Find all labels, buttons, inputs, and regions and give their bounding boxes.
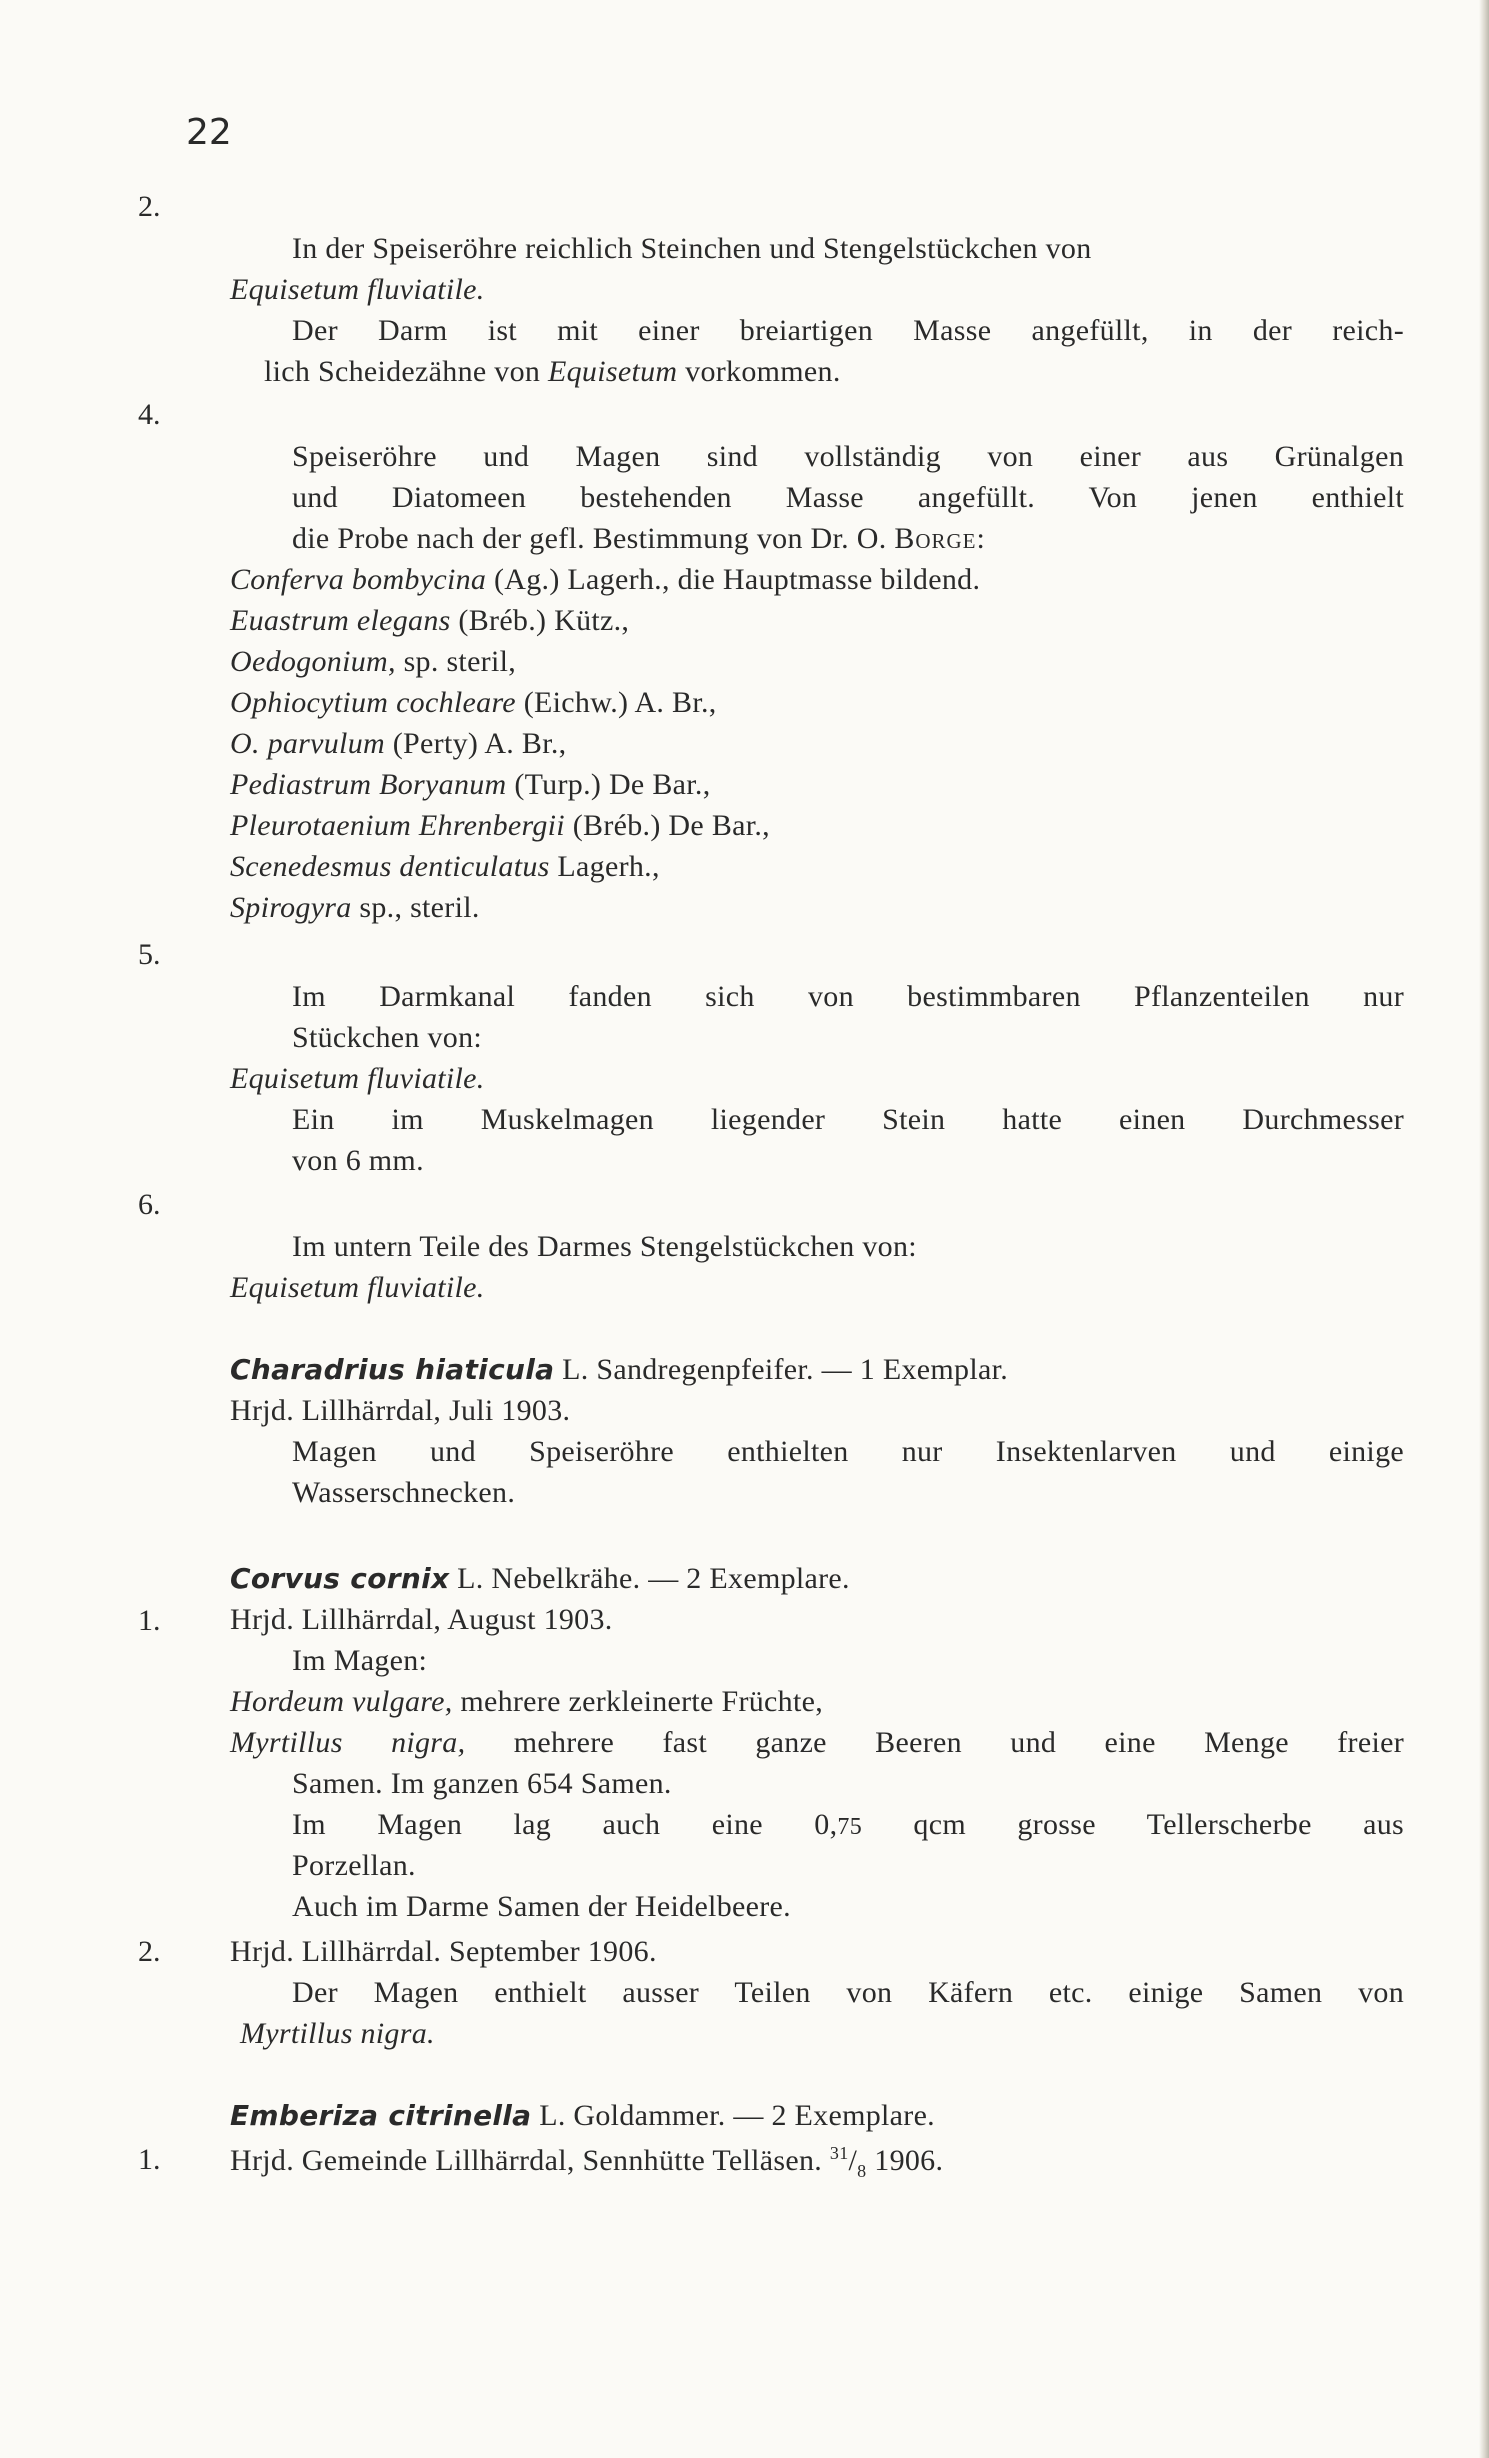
author-name: Borge: bbox=[894, 522, 986, 555]
taxon-line bbox=[230, 604, 629, 638]
text-segment: mehrere zerkleinerte Früchte, bbox=[452, 1685, 824, 1718]
taxon-authority: (Bréb.) Kütz., bbox=[450, 604, 630, 637]
text-line bbox=[230, 2143, 943, 2182]
text-segment: In der Speiseröhre reichlich Steinchen und Stengelstückchen von bbox=[292, 232, 1092, 265]
date-slash: / bbox=[848, 2144, 858, 2177]
text-line: Der Magen enthielt ausser Teilen von Käfern etc. einige Samen von bbox=[292, 1976, 1404, 2009]
taxon-name: O. parvulum bbox=[230, 727, 385, 760]
taxon-authority: sp. steril, bbox=[395, 645, 517, 678]
taxon-name: Equisetum fluviatile. bbox=[230, 1062, 485, 1095]
text-line: Magen und Speiseröhre enthielten nur Insektenlarven und einige bbox=[292, 1435, 1404, 1468]
taxon-line bbox=[230, 645, 516, 679]
page-edge-shadow bbox=[1479, 0, 1489, 2458]
entry-number-6: 6. bbox=[138, 1188, 161, 1221]
species-title: L. Sandregenpfeifer. — 1 Exemplar. bbox=[554, 1353, 1009, 1386]
text-line: von 6 mm. bbox=[292, 1144, 424, 1177]
entry-number-1: 1. bbox=[138, 1604, 161, 1637]
taxon-name: Equisetum bbox=[548, 355, 678, 388]
taxon-authority: (Turp.) De Bar., bbox=[506, 768, 711, 801]
text-line: Im untern Teile des Darmes Stengelstückchen von: bbox=[292, 1230, 917, 1263]
text-segment: 1906. bbox=[866, 2144, 944, 2177]
taxon-authority: (Bréb.) De Bar., bbox=[564, 809, 770, 842]
text-line: Im Darmkanal fanden sich von bestimmbaren Pflanzenteilen nur bbox=[292, 980, 1404, 1013]
taxon-authority: (Eichw.) A. Br., bbox=[515, 686, 717, 719]
taxon-line bbox=[230, 891, 480, 925]
text-line: Samen. Im ganzen 654 Samen. bbox=[292, 1767, 672, 1800]
text-line: Stückchen von: bbox=[292, 1021, 483, 1054]
text-segment: qcm grosse Tellerscherbe aus bbox=[862, 1808, 1404, 1841]
text-line: Ein im Muskelmagen liegender Stein hatte einen Durchmesser bbox=[292, 1103, 1404, 1136]
taxon-name: Ophiocytium cochleare bbox=[230, 686, 516, 719]
taxon-line bbox=[230, 686, 717, 720]
taxon-line bbox=[230, 563, 980, 597]
taxon-name: Hordeum vulgare, bbox=[230, 1685, 453, 1718]
taxon-name: Equisetum fluviatile. bbox=[230, 273, 485, 306]
taxon-name: Myrtillus nigra, bbox=[230, 1726, 466, 1759]
text-line bbox=[264, 355, 841, 389]
taxon-name: Equisetum fluviatile. bbox=[230, 1271, 485, 1304]
taxon-line bbox=[230, 1685, 823, 1719]
date-denominator: 8 bbox=[857, 2161, 867, 2181]
species-name: Charadrius hiaticula bbox=[230, 1353, 555, 1386]
species-heading bbox=[230, 1353, 1008, 1387]
taxon-line bbox=[230, 809, 770, 843]
taxon-name: Spirogyra bbox=[230, 891, 352, 924]
text-line: Hrjd. Lillhärrdal, August 1903. bbox=[230, 1603, 613, 1636]
text-line: Porzellan. bbox=[292, 1849, 416, 1882]
taxon-name: Scenedesmus denticulatus bbox=[230, 850, 550, 883]
text-line: Der Darm ist mit einer breiartigen Masse angefüllt, in der reich- bbox=[292, 314, 1404, 347]
taxon-name: Myrtillus nigra. bbox=[240, 2017, 435, 2050]
entry-number-4: 4. bbox=[138, 398, 161, 431]
taxon-authority: (Perty) A. Br., bbox=[384, 727, 567, 760]
taxon-name: Pleurotaenium Ehrenbergii bbox=[230, 809, 565, 842]
text-segment: vorkommen. bbox=[677, 355, 841, 388]
species-heading bbox=[230, 1562, 850, 1596]
taxon-authority: (Ag.) Lagerh., die Hauptmasse bildend. bbox=[486, 563, 981, 596]
text-segment: die Probe nach der gefl. Bestimmung von Dr. O. bbox=[292, 522, 895, 555]
text-segment: Im Magen lag auch eine 0, bbox=[292, 1808, 838, 1841]
taxon-line bbox=[230, 727, 566, 761]
text-line: Hrjd. Lillhärrdal. September 1906. bbox=[230, 1935, 657, 1968]
text-line bbox=[292, 1808, 1404, 1842]
text-line: Speiseröhre und Magen sind vollständig von einer aus Grünalgen bbox=[292, 440, 1404, 473]
text-line: Wasserschnecken. bbox=[292, 1476, 516, 1509]
text-segment: mehrere fast ganze Beeren und eine Menge freier bbox=[465, 1726, 1404, 1759]
species-name: Corvus cornix bbox=[230, 1562, 450, 1595]
entry-number-2b: 2. bbox=[138, 1935, 161, 1968]
text-line: Hrjd. Lillhärrdal, Juli 1903. bbox=[230, 1394, 571, 1427]
text-segment: lich Scheidezähne von bbox=[264, 355, 548, 388]
taxon-name: Conferva bombycina bbox=[230, 563, 487, 596]
taxon-name: Euastrum elegans bbox=[230, 604, 451, 637]
species-title: L. Goldammer. — 2 Exemplare. bbox=[531, 2099, 935, 2132]
text-line: Auch im Darme Samen der Heidelbeere. bbox=[292, 1890, 791, 1923]
taxon-line bbox=[230, 768, 711, 802]
text-segment: Hrjd. Gemeinde Lillhärrdal, Sennhütte Telläsen. bbox=[230, 2144, 830, 2177]
entry-number-2: 2. bbox=[138, 190, 161, 223]
species-name: Emberiza citrinella bbox=[230, 2099, 532, 2132]
entry-number-1b: 1. bbox=[138, 2143, 161, 2176]
taxon-authority: sp., steril. bbox=[351, 891, 480, 924]
entry-number-5: 5. bbox=[138, 938, 161, 971]
text-line: und Diatomeen bestehenden Masse angefüllt. Von jenen enthielt bbox=[292, 481, 1404, 514]
taxon-authority: Lagerh., bbox=[549, 850, 660, 883]
page-number: 22 bbox=[186, 112, 232, 153]
taxon-line bbox=[230, 1726, 1404, 1760]
text-line bbox=[292, 522, 986, 556]
taxon-name: Oedogonium, bbox=[230, 645, 396, 678]
text-line: Im Magen: bbox=[292, 1644, 428, 1677]
taxon-line bbox=[230, 850, 660, 884]
taxon-name: Pediastrum Boryanum bbox=[230, 768, 507, 801]
text-line bbox=[292, 232, 1404, 266]
species-title: L. Nebelkrähe. — 2 Exemplare. bbox=[449, 1562, 850, 1595]
text-segment: 75 bbox=[837, 1814, 862, 1840]
date-numerator: 31 bbox=[829, 2143, 849, 2163]
species-heading bbox=[230, 2099, 935, 2133]
